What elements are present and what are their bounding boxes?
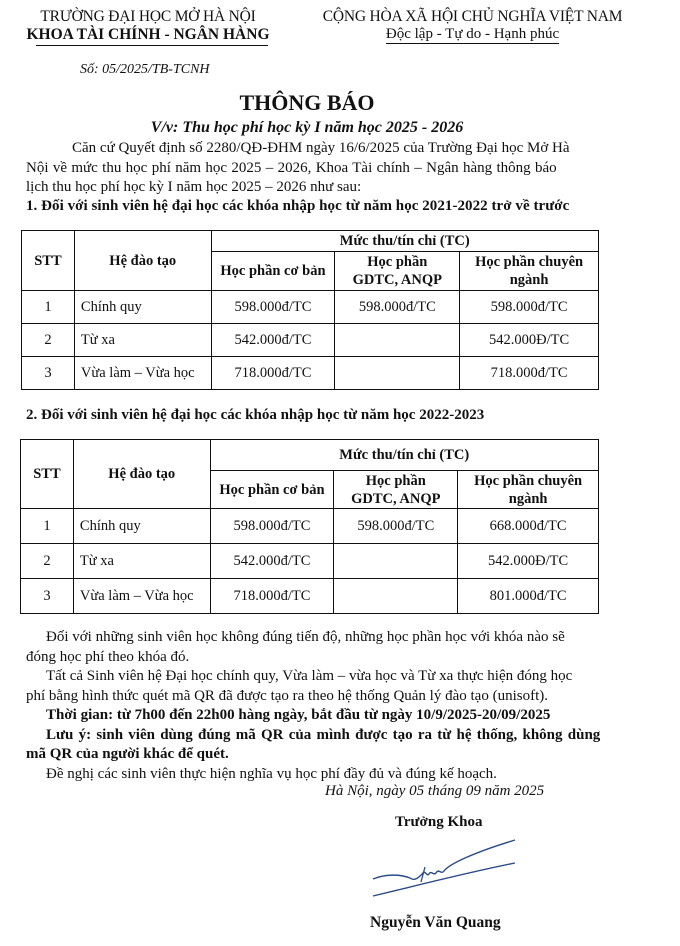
table-row — [22, 324, 599, 357]
cell-gdtc — [334, 579, 458, 614]
note-payment-line: Tất cả Sinh viên hệ Đại học chính quy, Vừa làm – vừa học và Từ xa thực hiện đóng học — [46, 668, 573, 684]
intro-line: lịch thu học phí học kỳ I năm học 2025 – 2026 như sau: — [26, 179, 362, 195]
faculty-name: KHOA TÀI CHÍNH - NGÂN HÀNG — [26, 26, 270, 43]
cell-basic: 598.000đ/TC — [210, 509, 334, 544]
cell-stt: 2 — [22, 324, 75, 357]
cell-program: Vừa làm – Vừa học — [74, 357, 211, 390]
cell-program: Từ xa — [73, 544, 210, 579]
cell-stt: 2 — [21, 544, 74, 579]
cell-basic: 718.000đ/TC — [211, 357, 335, 390]
notes-block — [26, 628, 601, 784]
cell-stt: 1 — [21, 509, 74, 544]
table-row — [21, 544, 599, 579]
fee-table-1 — [21, 230, 599, 390]
school-name: TRƯỜNG ĐẠI HỌC MỞ HÀ NỘI — [40, 8, 256, 25]
cell-major: 542.000Đ/TC — [458, 544, 599, 579]
warning-line: Lưu ý: sinh viên dùng đúng mã QR của mình được tạo ra từ hệ thống, không dùng — [46, 726, 601, 743]
header-fee-group: Mức thu/tín chỉ (TC) — [211, 231, 598, 252]
signature-stroke — [373, 840, 515, 879]
cell-major: 718.000đ/TC — [460, 357, 599, 390]
table-row — [22, 357, 599, 390]
header-major-line2: ngành — [509, 272, 549, 288]
cell-gdtc: 598.000đ/TC — [334, 509, 458, 544]
header-fee-group: Mức thu/tín chỉ (TC) — [210, 440, 598, 471]
document-title: THÔNG BÁO — [239, 90, 375, 115]
cell-gdtc — [334, 544, 458, 579]
cell-stt: 1 — [22, 291, 75, 324]
cell-basic: 718.000đ/TC — [210, 579, 334, 614]
national-motto — [310, 26, 635, 43]
date-line: Hà Nội, ngày 05 tháng 09 năm 2025 — [325, 783, 545, 799]
header-divider — [36, 45, 268, 46]
signer-name: Nguyễn Văn Quang — [370, 914, 501, 931]
section-1-heading: 1. Đối với sinh viên hệ đại học các khóa nhập học từ năm học 2021-2022 trở về trước — [26, 198, 570, 214]
header-gdtc-line2: GDTC, ANQP — [351, 490, 441, 507]
header-major — [460, 252, 599, 291]
header-gdtc-line1: Học phần — [365, 472, 426, 489]
intro-line: Căn cứ Quyết định số 2280/QĐ-ĐHM ngày 16/6/2025 của Trường Đại học Mở Hà — [72, 140, 570, 156]
handwritten-signature — [365, 830, 525, 910]
signer-title: Trưởng Khoa — [395, 814, 483, 830]
table-row — [21, 509, 599, 544]
cell-program: Chính quy — [74, 291, 211, 324]
fee-table-2 — [20, 439, 599, 614]
cell-stt: 3 — [21, 579, 74, 614]
header-program: Hệ đào tạo — [73, 440, 210, 509]
cell-gdtc: 598.000đ/TC — [335, 291, 460, 324]
cell-basic: 542.000đ/TC — [210, 544, 334, 579]
header-gdtc — [335, 252, 460, 291]
header-program: Hệ đào tạo — [74, 231, 211, 291]
header-gdtc — [334, 471, 458, 509]
header-stt: STT — [22, 231, 75, 291]
cell-program: Chính quy — [73, 509, 210, 544]
note-progress-line: Đối với những sinh viên học không đúng tiến độ, những học phần học với khóa nào sẽ — [46, 629, 565, 645]
request-line: Đề nghị các sinh viên thực hiện nghĩa vụ học phí đầy đủ và đúng kế hoạch. — [46, 765, 497, 782]
section-2-heading: 2. Đối với sinh viên hệ đại học các khóa nhập học từ năm học 2022-2023 — [26, 407, 485, 423]
cell-major: 668.000đ/TC — [458, 509, 599, 544]
intro-paragraph — [26, 139, 586, 198]
document-subject: V/v: Thu học phí học kỳ I năm học 2025 - 2026 — [150, 119, 464, 136]
header-gdtc-line1: Học phần — [367, 254, 428, 270]
cell-major: 598.000đ/TC — [460, 291, 599, 324]
nation-heading: CỘNG HÒA XÃ HỘI CHỦ NGHĨA VIỆT NAM — [322, 8, 623, 25]
header-major-line1: Học phần chuyên — [474, 472, 583, 489]
note-progress-line: đóng học phí theo khóa đó. — [26, 648, 190, 665]
motto-text: Độc lập - Tự do - Hạnh phúc — [385, 26, 560, 42]
header-major-line2: ngành — [508, 490, 548, 507]
header-major-line1: Học phần chuyên — [475, 254, 584, 270]
note-payment-line: phí bằng hình thức quét mã QR đã được tạo ra theo hệ thống Quản lý đào tạo (unisoft). — [26, 687, 548, 704]
table-row — [22, 291, 599, 324]
cell-gdtc — [335, 357, 460, 390]
header-basic: Học phần cơ bản — [211, 252, 335, 291]
intro-line: Nội về mức thu học phí năm học 2025 – 2026, Khoa Tài chính – Ngân hàng thông báo — [26, 159, 557, 176]
warning-line: mã QR của người khác để quét. — [26, 746, 229, 762]
header-basic: Học phần cơ bản — [210, 471, 334, 509]
cell-basic: 598.000đ/TC — [211, 291, 335, 324]
header-gdtc-line2: GDTC, ANQP — [352, 272, 442, 288]
signature-stroke — [373, 863, 515, 896]
cell-program: Vừa làm – Vừa học — [73, 579, 210, 614]
payment-time: Thời gian: từ 7h00 đến 22h00 hàng ngày, bắt đầu từ ngày 10/9/2025-20/09/2025 — [46, 707, 551, 723]
header-stt: STT — [21, 440, 74, 509]
cell-major: 542.000Đ/TC — [460, 324, 599, 357]
header-major — [458, 471, 599, 509]
cell-gdtc — [335, 324, 460, 357]
cell-stt: 3 — [22, 357, 75, 390]
cell-basic: 542.000đ/TC — [211, 324, 335, 357]
table-row — [21, 579, 599, 614]
document-number: Số: 05/2025/TB-TCNH — [80, 62, 210, 77]
cell-program: Từ xa — [74, 324, 211, 357]
cell-major: 801.000đ/TC — [458, 579, 599, 614]
